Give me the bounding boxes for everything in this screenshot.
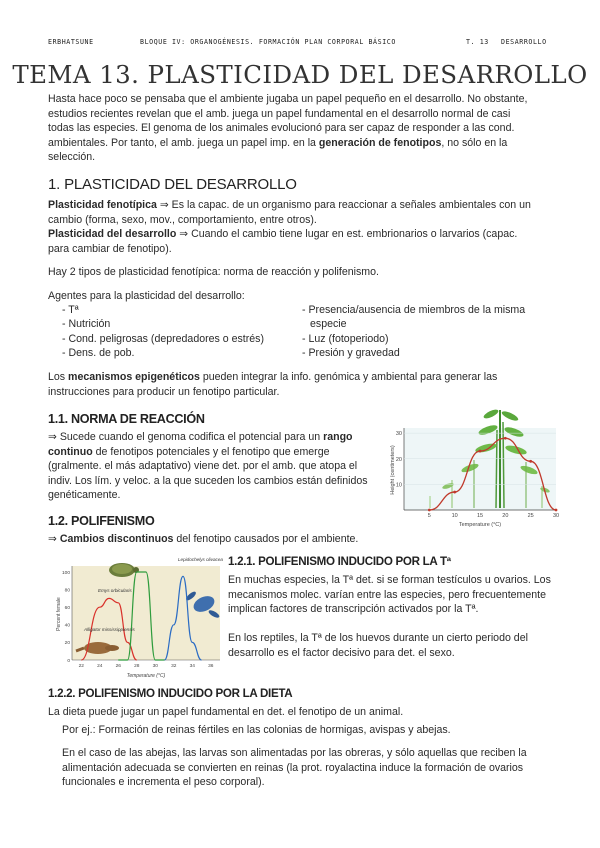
y-tick-label: 60 [64,606,70,611]
data-point [428,509,431,512]
paragraph-line: En muchas especies, la Tª det. si se forman testículos u ovarios. Los [228,574,551,586]
term-mecanismos-epigeneticos: mecanismos epigenéticos [68,371,200,383]
paragraph-line [48,430,388,445]
bold-term: Cambios discontinuos [59,533,174,545]
header-author: ERBHATSUNE [48,38,94,46]
x-tick-label: 5 [427,513,431,519]
y-tick-label: 20 [64,641,70,647]
x-tick-label: 32 [171,664,177,669]
intro-line [48,136,558,151]
intro-line: todas las especies. El genoma de los animales evolucionó para ser capaz de responder a las cond. [48,122,515,134]
section-1-heading: 1. PLASTICIDAD DEL DESARROLLO [48,176,297,193]
paragraph-line: mecanismos molec. varían entre las especies, pero frecuentemente [228,588,546,601]
x-tick-label: 22 [78,664,84,669]
definitions [48,198,558,256]
list-item: - Presión y gravedad [302,346,400,359]
bold-term: continuo [48,445,93,458]
intro-text: , no sólo en la [441,136,508,149]
list-item: especie [310,318,347,331]
x-tick-label: 10 [451,513,458,519]
x-tick-label: 36 [208,664,214,669]
paragraph-line: (gralmente. el más adaptativo) viene det. por el amb. que atopa el [48,460,358,472]
types-sentence: Hay 2 tipos de plasticidad fenotípica: norma de reacción y polifenismo. [48,266,379,278]
paragraph-text: pueden integrar la info. genómica y ambiental para generar las [199,371,498,383]
norma-reaccion-paragraph [48,430,388,503]
x-tick-label: 25 [527,513,534,519]
header-block: BLOQUE IV: ORGANOGÉNESIS. FORMACIÓN PLAN CORPORAL BÁSICO [140,38,396,46]
paragraph-line: instrucciones para producir un fenotipo particular. [48,385,280,398]
y-tick-label: 80 [64,588,70,594]
paragraph-line: funcionales e incrementa el peso corporal). [62,776,265,788]
data-point [479,450,482,453]
y-tick-label: 40 [64,623,70,629]
paragraph-line: En el caso de las abejas, las larvas son alimentadas por las obreras, y sólo aquellas que reciben la [62,747,527,759]
polifenismo-temperatura-p1 [228,573,568,617]
y-tick-label: 20 [395,456,402,463]
y-tick-label: 30 [395,431,402,438]
paragraph-line [48,445,388,460]
bold-term: generación de fenotipos [318,136,442,149]
ejemplo-line: Por ej.: Formación de reinas fértiles en las colonias de hormigas, avispas y abejas. [62,724,451,736]
intro-text: ambientales. Por tanto, el amb. juega un papel imp. en la [48,136,319,149]
y-tick-label: 0 [67,658,70,664]
label-lepidochelys: Lepidochelys olivacea [178,557,223,562]
page-header [48,38,552,50]
data-point [453,491,456,494]
height-temperature-chart [390,400,560,530]
definition-line [48,198,558,213]
chart-ylabel: Height (centimeters) [390,445,396,495]
chart-xlabel: Temperature (°C) [126,673,166,679]
definition-line [48,227,558,242]
header-topic: T. 13 [466,38,489,46]
y-tick-label: 100 [61,570,70,576]
intro-paragraph [48,92,558,165]
paragraph-text: del fenotipo causados por el ambiente. [173,533,359,545]
paragraph-line: desarrollo es el factor decisivo para det. el sexo. [228,646,455,659]
x-tick-label: 24 [97,664,103,669]
section-1-2-heading: 1.2. POLIFENISMO [48,514,155,528]
intro-line: estudios recientes revelan que el amb. juega un papel fundamental en el desarrollo normal de casi [48,107,511,120]
bold-term: rango [323,431,353,443]
abejas-paragraph [62,746,562,790]
paragraph-line: alimentación adecuada se convierten en reinas (la prot. royalactina induce la formación de ovarios [62,761,524,774]
definition-text: ⇒ Cuando el cambio tiene lugar en est. embrionarios o larvarios (capac. [176,228,518,240]
agents-list-left [62,303,264,360]
data-point [529,460,532,463]
paragraph-text: ⇒ Sucede cuando el genoma codifica el potencial para un [48,431,324,443]
x-tick-label: 30 [152,664,158,669]
intro-line: Hasta hace poco se pensaba que el ambiente jugaba un papel pequeño en el desarrollo. No obstante, [48,93,528,105]
list-item: - Cond. peligrosas (depredadores o estrés) [62,332,264,345]
list-item: - Nutrición [62,318,111,331]
paragraph-line: implican factores de transcripción activados por la Tª. [228,603,479,615]
section-1-2-2-heading: 1.2.2. POLIFENISMO INDUCIDO POR LA DIETA [48,687,293,700]
epigenetics-paragraph [48,370,558,399]
definition-line: para cambiar de fenotipo). [48,242,172,255]
chart-xlabel: Temperature (°C) [458,522,502,528]
sex-temperature-chart [54,552,224,680]
data-point [504,437,507,440]
paragraph-text: ⇒ [48,533,60,545]
list-item: - Presencia/ausencia de miembros de la misma [302,304,526,316]
x-tick-label: 20 [502,513,509,519]
agents-intro: Agentes para la plasticidad del desarrollo: [48,290,245,302]
paragraph-line: En los reptiles, la Tª de los huevos durante un cierto periodo del [228,632,528,644]
paragraph-text: de fenotipos potenciales y el fenotipo que emerge [92,445,330,458]
list-item: - Dens. de pob. [62,346,135,359]
x-tick-label: 28 [134,664,140,669]
y-tick-label: 10 [395,482,402,489]
chart-ylabel: Percent female [56,597,62,631]
data-point [555,509,558,512]
list-item: - Luz (fotoperiodo) [302,332,389,345]
paragraph-line: genéticamente. [48,489,121,501]
polifenismo-line [48,532,358,547]
x-tick-label: 34 [189,664,195,669]
x-tick-label: 26 [115,664,121,669]
label-alligator: Alligator mississippiensis [84,627,135,632]
list-item: - Tª [62,304,79,316]
x-tick-label: 30 [552,513,560,519]
definition-line: cambio (forma, sexo, mov., comportamiento, entre otros). [48,213,317,226]
intro-line: selección. [48,151,96,163]
section-1-1-heading: 1.1. NORMA DE REACCIÓN [48,412,205,426]
polifenismo-temperatura-p2 [228,631,568,660]
paragraph-line: indiv. Los lím. y veloc. a la que suceden los cambios están definidos [48,474,368,487]
header-subject: DESARROLLO [501,38,547,46]
page-title: TEMA 13. PLASTICIDAD DEL DESARROLLO [12,60,588,89]
term-plasticidad-desarrollo: Plasticidad del desarrollo [48,228,177,240]
definition-text: ⇒ Es la capac. de un organismo para reaccionar a señales ambientales con un [156,199,531,211]
label-emys: Emys orbicularis [98,588,132,593]
paragraph-line [48,370,558,385]
agents-list-right [302,303,525,360]
dieta-line: La dieta puede jugar un papel fundamental en det. el fenotipo de un animal. [48,706,404,718]
x-tick-label: 15 [476,513,484,519]
term-plasticidad-fenotipica: Plasticidad fenotípica [48,199,157,211]
paragraph-text: Los [48,371,69,383]
section-1-2-1-heading: 1.2.1. POLIFENISMO INDUCIDO POR LA Tª [228,555,451,568]
